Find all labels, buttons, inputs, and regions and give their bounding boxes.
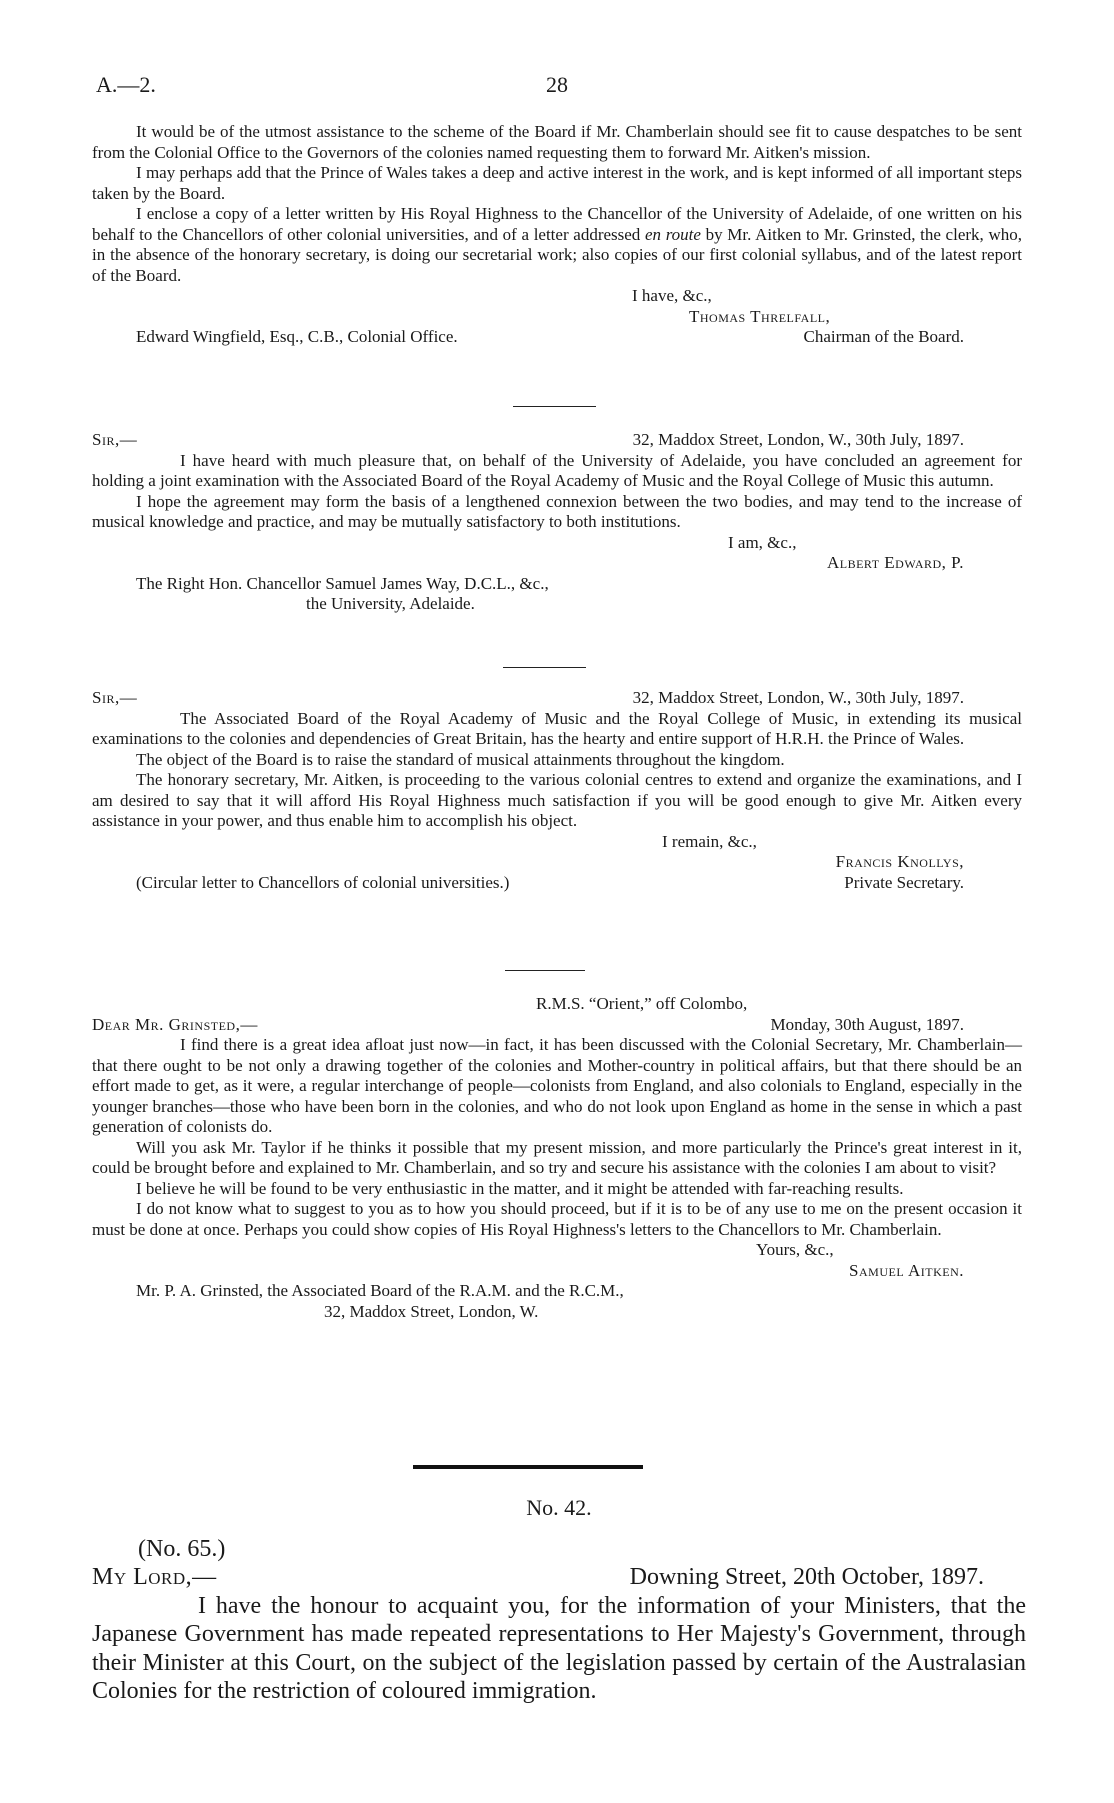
addressee: Edward Wingfield, Esq., C.B., Colonial Office. xyxy=(136,327,458,346)
paragraph: The honorary secretary, Mr. Aitken, is proceeding to the various colonial centres to extend and organize the examinations, and I am desired to say that it will afford His Royal Highness much satisfaction if you will be good enough to give Mr. Aitken every assistance in your power, and thus enable him to accomplish his object. xyxy=(92,770,1022,830)
address-date: 32, Maddox Street, London, W., 30th July, 1897. xyxy=(632,430,964,449)
paragraph: I hope the agreement may form the basis of a lengthened connexion between the two bodies, and may tend to the increase of musical knowledge and practice, and may be mutually satisfactory to both institutions. xyxy=(92,491,1022,531)
address-date: 32, Maddox Street, London, W., 30th July, 1897. xyxy=(632,688,964,707)
addressee: Mr. P. A. Grinsted, the Associated Board of the R.A.M. and the R.C.M., xyxy=(136,1281,624,1300)
separator xyxy=(513,406,596,407)
signature: Francis Knollys, xyxy=(835,852,964,871)
signature: Thomas Threlfall, xyxy=(689,306,831,326)
dispatch-reference: (No. 65.) xyxy=(138,1535,226,1562)
letter-aitken xyxy=(92,994,1022,1322)
place: R.M.S. “Orient,” off Colombo, xyxy=(536,994,748,1013)
letter-albert-edward xyxy=(92,430,1022,615)
note: (Circular letter to Chancellors of colonial universities.) xyxy=(136,872,510,892)
paragraph-text: I enclose a copy of a letter written by His Royal Highness to the Chancellor of the University of Adelaide, of one written on his behalf to the Chancellors of other colonial universities, and of a letter addressed xyxy=(92,204,1022,244)
document-reference: A.—2. xyxy=(96,72,156,97)
addressee: the University, Adelaide. xyxy=(306,594,475,613)
separator xyxy=(505,970,585,971)
section-rule xyxy=(413,1465,643,1469)
salutation: Sir,— xyxy=(92,430,138,449)
paragraph xyxy=(92,204,1022,286)
addressee: 32, Maddox Street, London, W. xyxy=(324,1301,539,1321)
closing: I remain, &c., xyxy=(662,831,757,851)
paragraph: I believe he will be found to be very enthusiastic in the matter, and it might be attended with far-reaching results. xyxy=(136,1178,904,1198)
paragraph: I may perhaps add that the Prince of Wales takes a deep and active interest in the work, and is kept informed of all important steps taken by the Board. xyxy=(92,163,1022,203)
salutation: Dear Mr. Grinsted,— xyxy=(92,1014,258,1034)
paragraph: I have the honour to acquaint you, for the information of your Ministers, that the Japanese Government has made repeated representations to Her Majesty's Government, through their Minister at this Court, on the subject of the legislation passed by certain of the Australasian Colonies for the restriction of coloured immigration. xyxy=(92,1592,1026,1704)
closing: I have, &c., xyxy=(632,286,712,305)
signature: Albert Edward, P. xyxy=(826,553,964,572)
separator xyxy=(503,667,586,668)
letter-knollys xyxy=(92,688,1022,893)
paragraph: I find there is a great idea afloat just now—in fact, it has been discussed with the Colonial Secretary, Mr. Chamberlain—that there ought to be not only a drawing together of the colonies and Mother-country in political affairs, but that there should be an effort made to get, as it were, a regular interchange of people—colonists from England, and also colonials to England, especially in the younger branches—those who have been born in the colonies, and who do not look upon England as home in the sense in which a past generation of colonists do. xyxy=(92,1035,1022,1136)
paragraph: The Associated Board of the Royal Academy of Music and the Royal College of Music, in extending its musical examinations to the colonies and dependencies of Great Britain, has the hearty and entire support of H.R.H. the Prince of Wales. xyxy=(92,708,1022,748)
page-number: 28 xyxy=(546,72,568,97)
salutation: Sir,— xyxy=(92,688,138,707)
salutation: My Lord,— xyxy=(92,1564,217,1590)
section-no-42 xyxy=(92,1494,1026,1706)
letter-threlfall xyxy=(92,122,1022,348)
section-heading: No. 42. xyxy=(526,1495,592,1520)
paragraph-text: by Mr. Aitken to Mr. Grinsted, the clerk, who, in the absence of the honorary secretary, is doing our secretarial work; also copies of our first colonial syllabus, and of the latest report of the Board. xyxy=(92,224,1022,285)
closing: I am, &c., xyxy=(728,532,797,552)
italic-phrase: en route xyxy=(644,224,701,244)
signatory-title: Chairman of the Board. xyxy=(803,327,964,346)
paragraph: I have heard with much pleasure that, on behalf of the University of Adelaide, you have concluded an agreement for holding a joint examination with the Associated Board of the Royal Academy of Music and the Royal College of Music this autumn. xyxy=(92,450,1022,490)
addressee: The Right Hon. Chancellor Samuel James Way, D.C.L., &c., xyxy=(136,573,549,593)
date: Monday, 30th August, 1897. xyxy=(770,1014,964,1034)
paragraph: Will you ask Mr. Taylor if he thinks it possible that my present mission, and more particularly the Prince's great interest in it, could be brought before and explained to Mr. Chamberlain, and so try and secure his assistance with the colonies I am about to visit? xyxy=(92,1137,1022,1177)
address-date: Downing Street, 20th October, 1897. xyxy=(629,1564,984,1590)
paragraph: I do not know what to suggest to you as to how you should proceed, but if it is to be of any use to me on the present occasion it must be done at once. Perhaps you could show copies of His Royal Highness's letters to the Chancellors to Mr. Chamberlain. xyxy=(92,1199,1022,1239)
signatory-title: Private Secretary. xyxy=(844,872,964,892)
closing: Yours, &c., xyxy=(756,1240,834,1259)
paragraph: The object of the Board is to raise the standard of musical attainments throughout the kingdom. xyxy=(136,749,785,769)
signature: Samuel Aitken. xyxy=(849,1260,964,1280)
paragraph: It would be of the utmost assistance to the scheme of the Board if Mr. Chamberlain should see fit to cause despatches to be sent from the Colonial Office to the Governors of the colonies named requesting them to forward Mr. Aitken's mission. xyxy=(92,122,1022,162)
